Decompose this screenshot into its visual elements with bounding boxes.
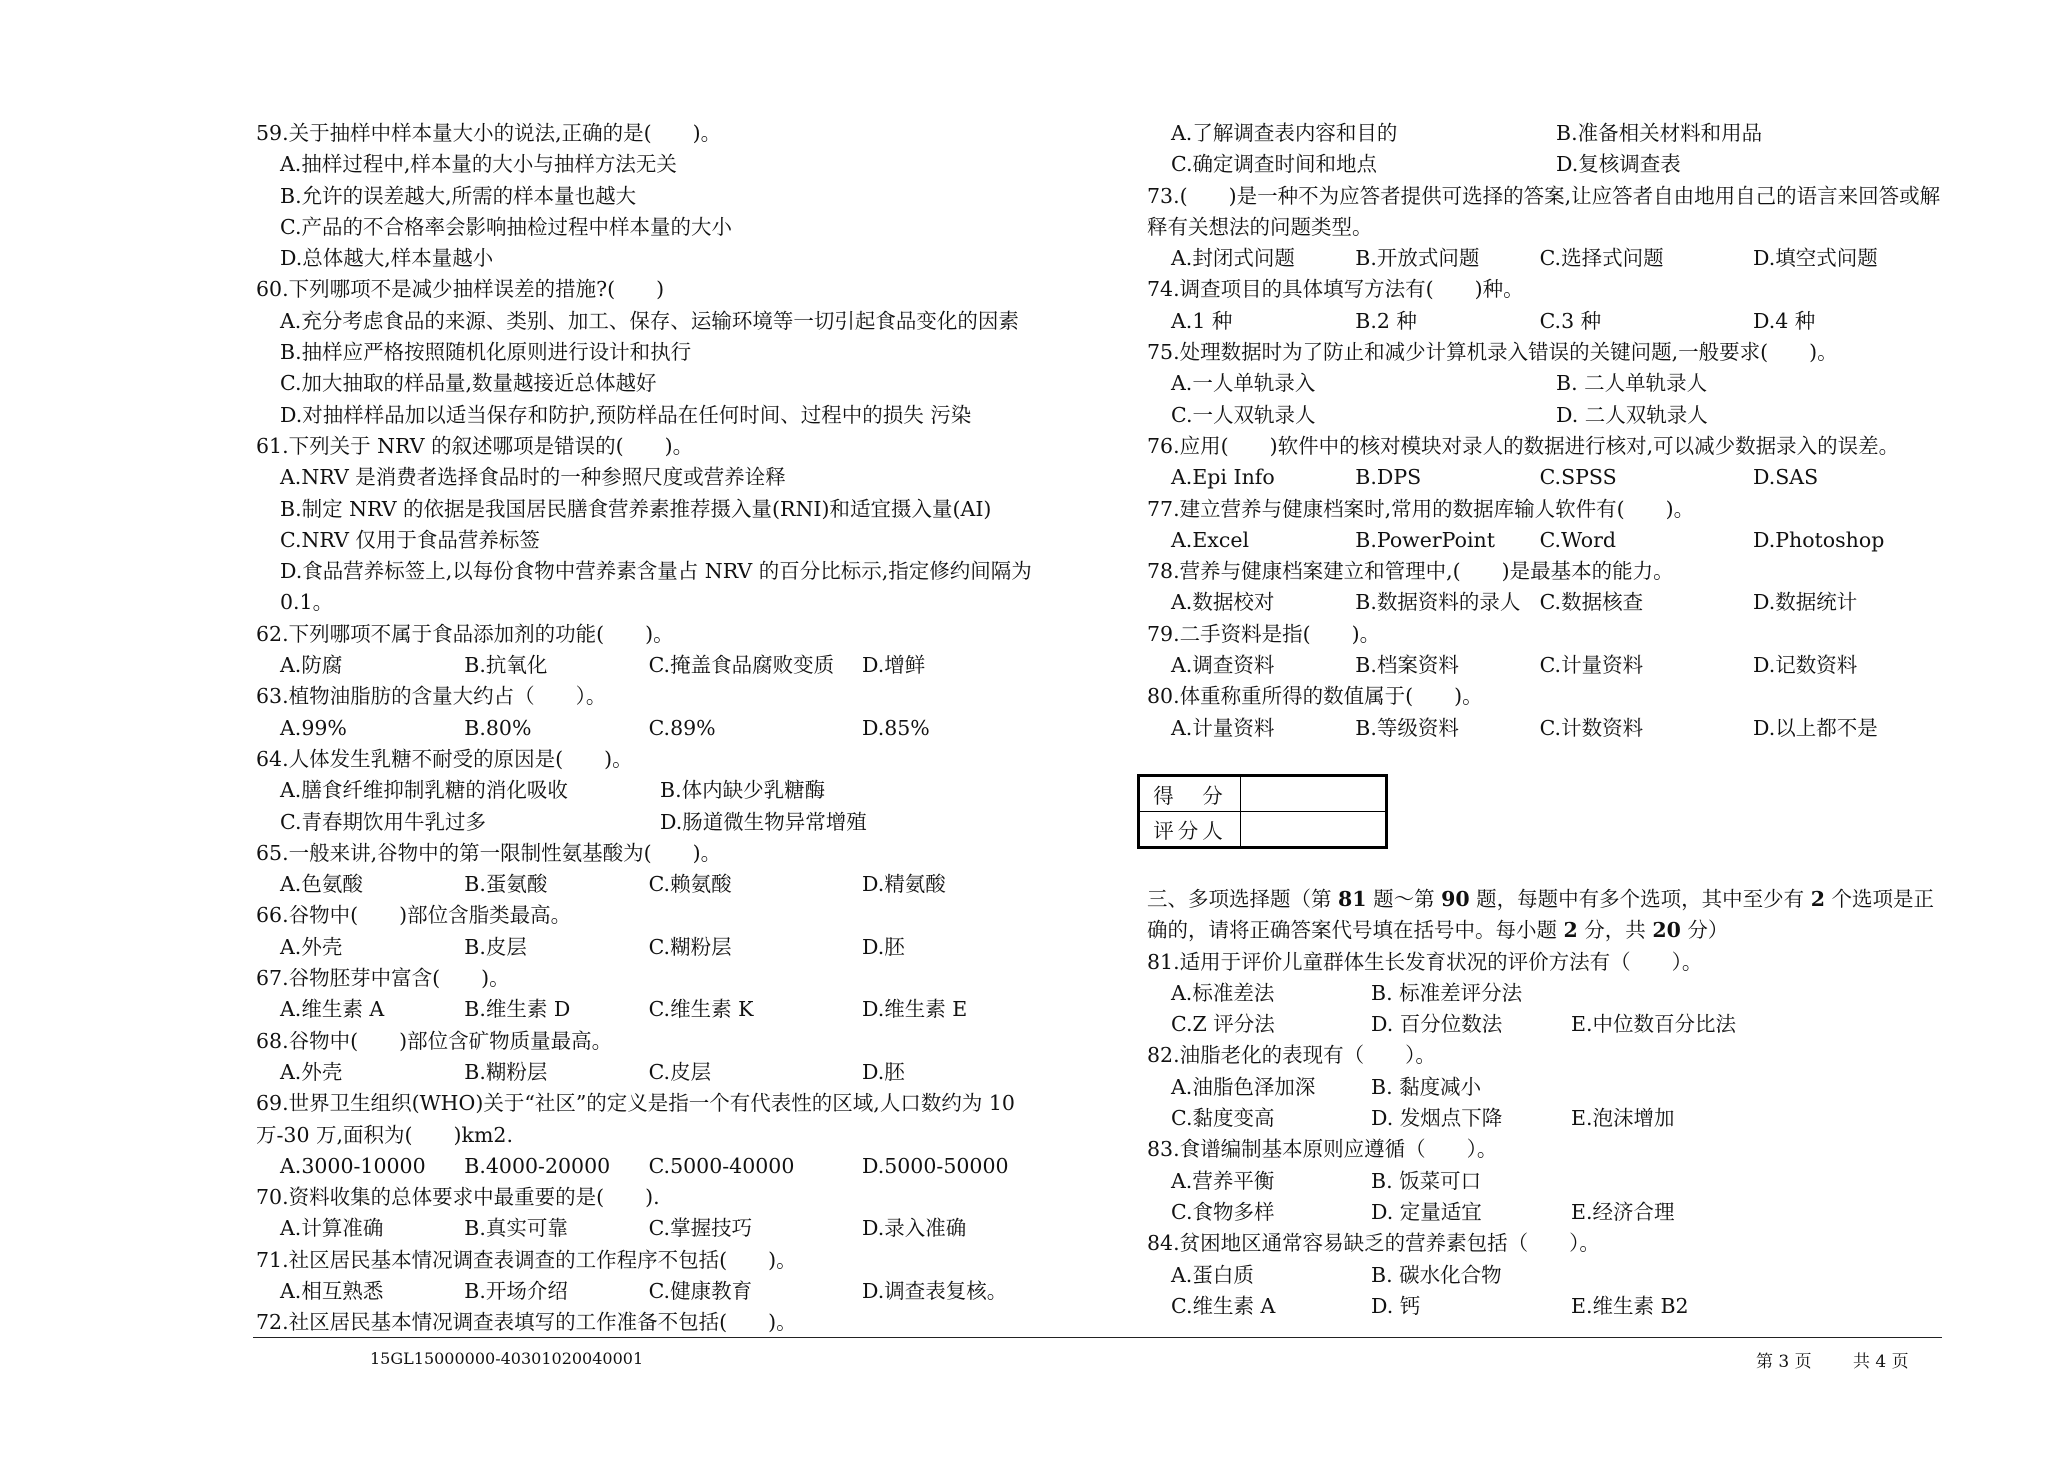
option: C.加大抽取的样品量,数量越接近总体越好 — [280, 371, 657, 396]
option: A.外壳 — [280, 934, 343, 959]
option: C.产品的不合格率会影响抽检过程中样本量的大小 — [280, 214, 732, 239]
option: B. 碳水化合物 — [1371, 1262, 1502, 1287]
question: 68.谷物中( )部位含矿物质量最高。 — [256, 1028, 613, 1053]
option: D.总体越大,样本量越小 — [280, 246, 494, 271]
question: 63.植物油脂肪的含量大约占（ ）。 — [256, 684, 607, 709]
question: 60.下列哪项不是减少抽样误差的措施?( ) — [256, 277, 665, 302]
option: C.维生素 A — [1171, 1293, 1276, 1318]
option: B.制定 NRV 的依据是我国居民膳食营养素推荐摄入量(RNI)和适宜摄入量(AI) — [280, 496, 992, 521]
question: 59.关于抽样中样本量大小的说法,正确的是( )。 — [256, 121, 722, 145]
option: D.填空式问题 — [1753, 246, 1878, 271]
option: A.数据校对 — [1171, 590, 1275, 615]
option: D. 百分位数法 — [1371, 1012, 1503, 1037]
option-row — [1147, 1291, 1947, 1322]
option: D.对抽样样品加以适当保存和防护,预防样品在任何时间、过程中的损失 污染 — [280, 402, 972, 427]
left-column — [256, 118, 1056, 1339]
footer-pagination — [1756, 1347, 1945, 1372]
option-row — [256, 807, 1056, 838]
option: C.掩盖食品腐败变质 — [648, 653, 835, 678]
option: B. 黏度减小 — [1371, 1074, 1482, 1099]
option: B.维生素 D — [464, 997, 571, 1022]
option: C.一人双轨录人 — [1171, 402, 1316, 427]
option: A.Excel — [1171, 527, 1250, 552]
footer-divider — [253, 1337, 1942, 1338]
option: C.5000-40000 — [648, 1153, 795, 1178]
option-row — [1147, 462, 1947, 493]
option: B.PowerPoint — [1355, 527, 1495, 552]
option: B.开场介绍 — [464, 1278, 568, 1303]
option: B.4000-20000 — [464, 1153, 611, 1178]
option: B. 二人单轨录人 — [1556, 371, 1708, 396]
option-row — [256, 1276, 1056, 1307]
question: 73.( )是一种不为应答者提供可选择的答案,让应答者自由地用自己的语言来回答或解释有关想法的问题类型。 — [1147, 183, 1941, 239]
option: D.记数资料 — [1753, 653, 1858, 678]
option: D.维生素 E — [862, 997, 968, 1022]
option: B.皮层 — [464, 934, 527, 959]
option: A.99% — [280, 715, 347, 740]
option: C.计量资料 — [1539, 653, 1644, 678]
option: D. 定量适宜 — [1371, 1199, 1482, 1224]
option: C.Word — [1539, 527, 1617, 552]
option: C.皮层 — [648, 1059, 712, 1084]
option: A.Epi Info — [1171, 465, 1275, 490]
option: A.外壳 — [280, 1059, 343, 1084]
question: 80.体重称重所得的数值属于( )。 — [1147, 684, 1483, 709]
option-row — [256, 650, 1056, 681]
option: C.食物多样 — [1171, 1199, 1275, 1224]
option: E.维生素 B2 — [1571, 1293, 1689, 1318]
question: 66.谷物中( )部位含脂类最高。 — [256, 903, 572, 928]
question: 70.资料收集的总体要求中最重要的是( ). — [256, 1185, 660, 1210]
question: 72.社区居民基本情况调查表填写的工作准备不包括( )。 — [256, 1310, 797, 1335]
question: 62.下列哪项不属于食品添加剂的功能( )。 — [256, 621, 674, 646]
question: 69.世界卫生组织(WHO)关于“社区”的定义是指一个有代表性的区域,人口数约为 10 万-30 万,面积为( )km2. — [256, 1091, 1015, 1147]
option — [1571, 1166, 1771, 1197]
option: C.SPSS — [1539, 465, 1617, 490]
option-row — [1147, 149, 1947, 180]
option: A.防腐 — [280, 653, 343, 678]
option: C.Z 评分法 — [1171, 1012, 1275, 1037]
right-column — [1147, 118, 1947, 744]
option: C.掌握技巧 — [648, 1216, 753, 1241]
score-label: 得 分 — [1139, 776, 1241, 812]
option: D.复核调查表 — [1556, 152, 1681, 177]
option-row — [1147, 400, 1947, 431]
question: 82.油脂老化的表现有（ ）。 — [1147, 1043, 1436, 1068]
option: B.真实可靠 — [464, 1216, 568, 1241]
option-row — [256, 994, 1056, 1025]
option-row — [1147, 306, 1947, 337]
question: 75.处理数据时为了防止和减少计算机录入错误的关键问题,一般要求( )。 — [1147, 340, 1838, 365]
option-row — [256, 869, 1056, 900]
option-row — [256, 775, 1056, 806]
option-row — [1147, 1103, 1947, 1134]
option-row — [1147, 1009, 1947, 1040]
option: D. 钙 — [1371, 1293, 1421, 1318]
question: 61.下列关于 NRV 的叙述哪项是错误的( )。 — [256, 433, 694, 458]
option-row — [1147, 587, 1947, 618]
option: B.等级资料 — [1355, 715, 1459, 740]
option: B.DPS — [1355, 465, 1422, 490]
section-3-questions — [1147, 947, 1947, 1323]
option: C.糊粉层 — [648, 934, 732, 959]
question: 74.调查项目的具体填写方法有( )种。 — [1147, 277, 1524, 302]
option: D.胚 — [862, 1059, 905, 1084]
option: B.2 种 — [1355, 308, 1417, 333]
option: B. 标准差评分法 — [1371, 980, 1523, 1005]
option: D.精氨酸 — [862, 872, 946, 897]
footer-exam-code: 15GL15000000-40301020040001 — [370, 1349, 644, 1368]
score-table — [1137, 774, 1388, 849]
option-row — [1147, 650, 1947, 681]
option: D.胚 — [862, 934, 905, 959]
option: A.计量资料 — [1171, 715, 1275, 740]
option: D.增鲜 — [862, 653, 926, 678]
option: B. 饭菜可口 — [1371, 1168, 1482, 1193]
option: C.黏度变高 — [1171, 1106, 1275, 1131]
option: D.5000-50000 — [862, 1153, 1009, 1178]
option: D.食品营养标签上,以每份食物中营养素含量占 NRV 的百分比标示,指定修约间隔为 — [280, 559, 1032, 584]
option: D.调查表复核。 — [862, 1278, 1008, 1303]
option: A.抽样过程中,样本量的大小与抽样方法无关 — [280, 152, 677, 177]
score-value-cell[interactable] — [1241, 776, 1387, 812]
option-row — [256, 1213, 1056, 1244]
option-row — [256, 713, 1056, 744]
option: A.封闭式问题 — [1171, 246, 1295, 271]
option-row — [1147, 243, 1947, 274]
option-row — [1147, 1072, 1947, 1103]
option: B.开放式问题 — [1355, 246, 1480, 271]
question: 83.食谱编制基本原则应遵循（ ）。 — [1147, 1137, 1498, 1162]
question: 67.谷物胚芽中富含( )。 — [256, 966, 510, 991]
option: B.数据资料的录人 — [1355, 590, 1521, 615]
option: A.一人单轨录入 — [1171, 371, 1316, 396]
question: 84.贫困地区通常容易缺乏的营养素包括（ ）。 — [1147, 1231, 1600, 1256]
section-3-intro: 三、多项选择题（第 81 题～第 90 题，每题中有多个选项，其中至少有 2 个选项是正确的，请将正确答案代号填在括号中。每小题 2 分，共 20 分） — [1147, 887, 1934, 943]
option: D.85% — [862, 715, 930, 740]
option: B.抽样应严格按照随机化原则进行设计和执行 — [280, 340, 692, 365]
question: 76.应用( )软件中的核对模块对录人的数据进行核对,可以减少数据录入的误差。 — [1147, 433, 1900, 458]
option: D. 二人双轨录人 — [1556, 402, 1708, 427]
option: 0.1。 — [280, 590, 334, 615]
option: D.SAS — [1753, 465, 1819, 490]
option: B.糊粉层 — [464, 1059, 548, 1084]
option: A.维生素 A — [280, 997, 385, 1022]
option: D.录入准确 — [862, 1216, 967, 1241]
option: A.营养平衡 — [1171, 1168, 1275, 1193]
question: 81.适用于评价儿童群体生长发育状况的评价方法有（ ）。 — [1147, 949, 1703, 974]
option: D.4 种 — [1753, 308, 1816, 333]
option: B.抗氧化 — [464, 653, 548, 678]
option: C.NRV 仅用于食品营养标签 — [280, 527, 540, 552]
option: C.89% — [648, 715, 716, 740]
option: A.相互熟悉 — [280, 1278, 384, 1303]
option: D.数据统计 — [1753, 590, 1858, 615]
option: C.赖氨酸 — [648, 872, 732, 897]
option: C.数据核查 — [1539, 590, 1644, 615]
option: A.1 种 — [1171, 308, 1233, 333]
option: C.计数资料 — [1539, 715, 1644, 740]
option: A.色氨酸 — [280, 872, 363, 897]
option: E.泡沫增加 — [1571, 1106, 1675, 1131]
option-row — [1147, 525, 1947, 556]
section-3 — [1147, 884, 1947, 1322]
option: A.油脂色泽加深 — [1171, 1074, 1316, 1099]
option: D.以上都不是 — [1753, 715, 1878, 740]
option-row — [1147, 978, 1947, 1009]
option-row — [1147, 1260, 1947, 1291]
option-row — [256, 932, 1056, 963]
option-row — [1147, 368, 1947, 399]
option: B.允许的误差越大,所需的样本量也越大 — [280, 183, 637, 208]
option: B.蛋氨酸 — [464, 872, 548, 897]
option: D.Photoshop — [1753, 527, 1885, 552]
option: C.确定调查时间和地点 — [1171, 152, 1377, 177]
question: 78.营养与健康档案建立和管理中,( )是最基本的能力。 — [1147, 559, 1674, 584]
question: 77.建立营养与健康档案时,常用的数据库输人软件有( )。 — [1147, 496, 1695, 521]
option: A.标准差法 — [1171, 980, 1275, 1005]
option-row — [256, 1057, 1056, 1088]
option — [1571, 978, 1771, 1009]
option: A.3000-10000 — [280, 1153, 426, 1178]
question: 65.一般来讲,谷物中的第一限制性氨基酸为( )。 — [256, 840, 722, 865]
grader-value-cell[interactable] — [1241, 812, 1387, 848]
option — [1571, 1260, 1771, 1291]
option: A.膳食纤维抑制乳糖的消化吸收 — [280, 778, 568, 803]
option: B.体内缺少乳糖酶 — [660, 778, 826, 803]
option: A.计算准确 — [280, 1216, 384, 1241]
option: A.充分考虑食品的来源、类别、加工、保存、运输环境等一切引起食品变化的因素 — [280, 308, 1019, 333]
page-total: 共 4 页 — [1853, 1352, 1909, 1372]
option: D.肠道微生物异常增殖 — [660, 809, 867, 834]
option: D. 发烟点下降 — [1371, 1106, 1503, 1131]
question: 64.人体发生乳糖不耐受的原因是( )。 — [256, 746, 633, 771]
option: A.蛋白质 — [1171, 1262, 1254, 1287]
page-number: 第 3 页 — [1756, 1352, 1812, 1372]
option-row — [1147, 1166, 1947, 1197]
option — [1571, 1072, 1771, 1103]
option-row — [256, 1151, 1056, 1182]
option: C.选择式问题 — [1539, 246, 1664, 271]
option: B.档案资料 — [1355, 653, 1459, 678]
option: A.调查资料 — [1171, 653, 1275, 678]
grader-label: 评分人 — [1139, 812, 1241, 848]
option-row — [1147, 118, 1947, 149]
option: C.健康教育 — [648, 1278, 753, 1303]
option-row — [1147, 1197, 1947, 1228]
option: C.维生素 K — [648, 997, 754, 1022]
option: E.中位数百分比法 — [1571, 1012, 1736, 1037]
option: B.准备相关材料和用品 — [1556, 121, 1763, 145]
option: C.3 种 — [1539, 308, 1602, 333]
option: C.青春期饮用牛乳过多 — [280, 809, 486, 834]
option: E.经济合理 — [1571, 1199, 1675, 1224]
option-row — [1147, 713, 1947, 744]
option: A.了解调查表内容和目的 — [1171, 121, 1398, 145]
question: 79.二手资料是指( )。 — [1147, 621, 1381, 646]
option: A.NRV 是消费者选择食品时的一种参照尺度或营养诠释 — [280, 465, 786, 490]
question: 71.社区居民基本情况调查表调查的工作程序不包括( )。 — [256, 1247, 797, 1272]
option: B.80% — [464, 715, 532, 740]
